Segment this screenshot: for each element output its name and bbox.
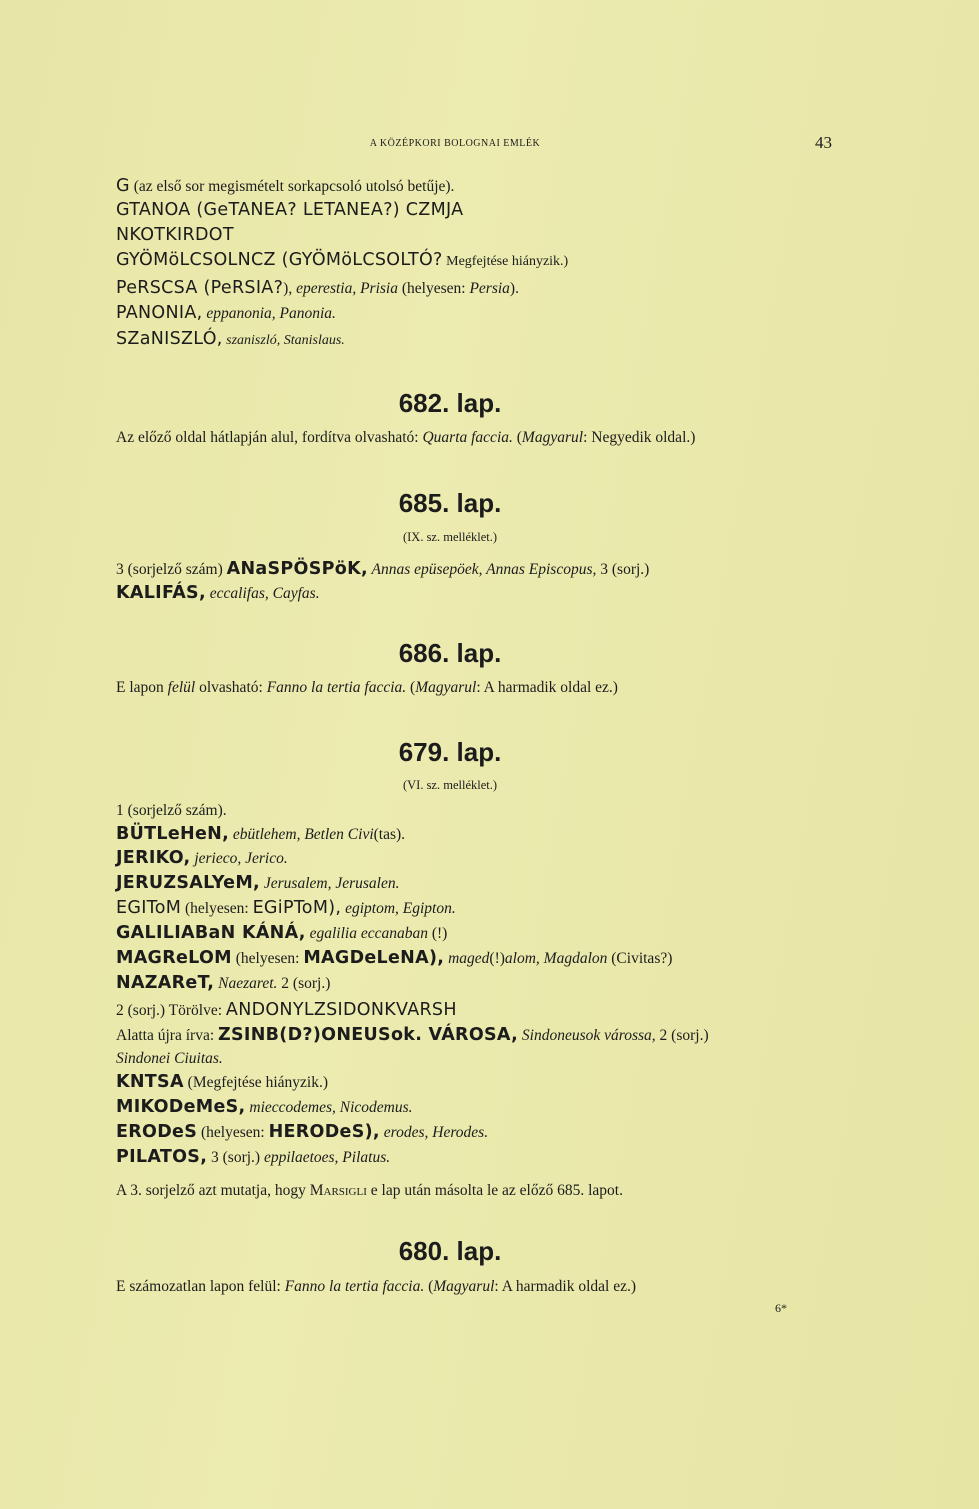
italic-text: eperestia, Prisia [296, 280, 398, 297]
text-line [116, 329, 345, 351]
caps-text: ERODeS [116, 1122, 198, 1142]
caps-text: ANDONYLZSIDONKVARSH [225, 1000, 457, 1020]
text-line [116, 250, 568, 272]
signature-mark: 6* [775, 1301, 787, 1315]
italic-text: alom, Magdalon [504, 950, 608, 967]
section-heading-682: 682. lap. [398, 388, 502, 418]
text-line [116, 303, 336, 324]
caps-text: G [116, 176, 130, 196]
caps-text: GTANOA (GeTANEA? LETANEA?) CZMJA [116, 200, 464, 220]
caps-text: KNTSA [116, 1072, 184, 1092]
text-line [116, 428, 695, 448]
text-line [116, 1000, 457, 1021]
text-line [116, 1097, 413, 1118]
italic-text: Fanno la tertia faccia. [284, 1278, 425, 1295]
italic-text: Persia [469, 280, 510, 297]
plain-text: (!) [489, 950, 505, 967]
text-line [116, 948, 672, 969]
plain-text: E lapon [116, 679, 168, 696]
text-line [116, 225, 234, 246]
text-line [116, 1147, 390, 1168]
italic-text: felül [167, 679, 196, 696]
caps-text: PeRSCSA (PeRSIA? [116, 278, 284, 298]
plain-text: : Negyedik oldal.) [583, 429, 696, 446]
plain-text: ). [509, 280, 519, 297]
italic-text: Sindoneusok várossa, [518, 1027, 656, 1044]
italic-text: Annas epüsepöek, Annas Episcopus, [367, 561, 597, 578]
plain-text: ( [512, 429, 522, 446]
plain-text: (Megfejtése hiányzik.) [183, 1074, 328, 1091]
italic-text: Fanno la tertia faccia. [266, 679, 407, 696]
plain-text: : A harmadik oldal ez.) [494, 1278, 637, 1295]
text-line [116, 923, 447, 944]
text-line [116, 1277, 636, 1297]
caps-text: GALILIABaN KÁNÁ, [116, 923, 306, 943]
plain-text: 2 (sorj.) [655, 1027, 709, 1044]
caps-text: JERIKO, [116, 848, 191, 868]
appendix-note: (VI. sz. melléklet.) [402, 778, 498, 792]
italic-text: Magyarul [415, 679, 477, 696]
text-line [116, 973, 330, 994]
caps-text: HERODeS), [268, 1122, 380, 1142]
text-line [116, 801, 227, 821]
text-line [116, 898, 456, 919]
caps-text: KALIFÁS, [116, 583, 206, 603]
text-line [116, 278, 519, 299]
caps-text: MAGDeLeNA), [303, 948, 445, 968]
plain-text: (helyesen: [397, 280, 470, 297]
plain-text: (!) [427, 925, 448, 942]
italic-text: egalilia eccanaban [305, 925, 428, 942]
italic-text: eppanonia, Panonia. [202, 305, 336, 322]
plain-text: E számozatlan lapon felül: [116, 1278, 285, 1295]
text-line [116, 873, 399, 894]
italic-text: Magyarul [433, 1278, 495, 1295]
text-line [116, 1181, 623, 1201]
plain-text: Az előző oldal hátlapján alul, fordítva olvasható: [116, 429, 423, 446]
plain-text: (Civitas?) [607, 950, 673, 967]
caps-text: BÜTLeHeN, [116, 824, 230, 844]
caps-text: JERUZSALYeM, [116, 873, 261, 893]
plain-text: (tas). [373, 826, 406, 843]
page-number: 43 [815, 133, 832, 152]
plain-text: 3 (sorj.) [207, 1149, 264, 1166]
text-line [116, 176, 454, 197]
plain-text: (az első sor megismételt sorkapcsoló utolsó betűje). [129, 178, 455, 195]
caps-text: ANaSPÖSPöK, [226, 559, 368, 579]
caps-text: PILATOS, [116, 1147, 208, 1167]
small-caps-text: Marsigli [309, 1182, 367, 1199]
caps-text: GYÖMöLCSOLNCZ (GYÖMöLCSOLTÓ? [116, 250, 443, 270]
text-line [116, 1122, 488, 1143]
italic-text: jerieco, Jerico. [190, 850, 288, 867]
plain-text: olvasható: [195, 679, 267, 696]
italic-text: Sindonei Ciuitas. [116, 1050, 223, 1067]
italic-text: Jerusalem, Jerusalen. [260, 875, 400, 892]
caps-text: NAZAReT, [116, 973, 215, 993]
italic-text: mieccodemes, Nicodemus. [245, 1099, 413, 1116]
text-line [116, 583, 320, 604]
caps-text: MIKODeMeS, [116, 1097, 246, 1117]
italic-text: Naezaret. [214, 975, 278, 992]
text-line [116, 1025, 709, 1046]
plain-text: ( [406, 679, 416, 696]
plain-text: Megfejtése hiányzik.) [442, 254, 569, 269]
caps-text: EGiPToM), [252, 898, 342, 918]
text-line [116, 200, 463, 221]
caps-text: ZSINB(D?)ONEUSok. VÁROSA, [218, 1025, 519, 1045]
text-line [116, 678, 618, 698]
caps-text: PANONIA, [116, 303, 203, 323]
plain-text: ), [283, 280, 297, 297]
italic-text: egiptom, Egipton. [341, 900, 456, 917]
running-head: A KÖZÉPKORI BOLOGNAI EMLÉK [369, 138, 541, 149]
caps-text: MAGReLOM [116, 948, 232, 968]
plain-text: 3 (sorj.) [596, 561, 650, 578]
plain-text: A 3. sorjelző azt mutatja, hogy [116, 1182, 310, 1199]
italic-text: Quarta faccia. [422, 429, 513, 446]
plain-text: ( [424, 1278, 434, 1295]
italic-text: ebütlehem, Betlen Civi [229, 826, 374, 843]
caps-text: EGIToM [116, 898, 182, 918]
italic-text: eccalifas, Cayfas. [205, 585, 320, 602]
plain-text: 2 (sorj.) [277, 975, 331, 992]
plain-text: : A harmadik oldal ez.) [476, 679, 618, 696]
italic-text: Magyarul [521, 429, 584, 446]
text-line [116, 1049, 223, 1069]
section-heading-679: 679. lap. [398, 737, 502, 767]
italic-text: eppilaetoes, Pilatus. [263, 1149, 391, 1166]
text-line [116, 824, 405, 845]
plain-text: (helyesen: [181, 900, 253, 917]
plain-text: e lap után másolta le az előző 685. lapot. [366, 1182, 623, 1199]
appendix-note: (IX. sz. melléklet.) [402, 530, 498, 544]
caps-text: NKOTKIRDOT [116, 225, 234, 245]
italic-text: maged [444, 950, 490, 967]
section-heading-685: 685. lap. [398, 488, 502, 518]
plain-text: Alatta újra írva: [116, 1027, 218, 1044]
plain-text: 2 (sorj.) Törölve: [116, 1002, 226, 1019]
plain-text: (helyesen: [231, 950, 304, 967]
text-line [116, 848, 288, 869]
text-line [116, 559, 649, 580]
plain-text: (helyesen: [197, 1124, 269, 1141]
text-line [116, 1072, 328, 1093]
plain-text: 1 (sorjelző szám). [116, 802, 227, 819]
italic-text: erodes, Herodes. [379, 1124, 489, 1141]
caps-text: SZaNISZLÓ, [116, 329, 223, 349]
section-heading-680: 680. lap. [398, 1236, 502, 1266]
italic-text: szaniszló, Stanislaus. [222, 333, 345, 348]
section-heading-686: 686. lap. [398, 638, 502, 668]
plain-text: 3 (sorjelző szám) [116, 561, 227, 578]
